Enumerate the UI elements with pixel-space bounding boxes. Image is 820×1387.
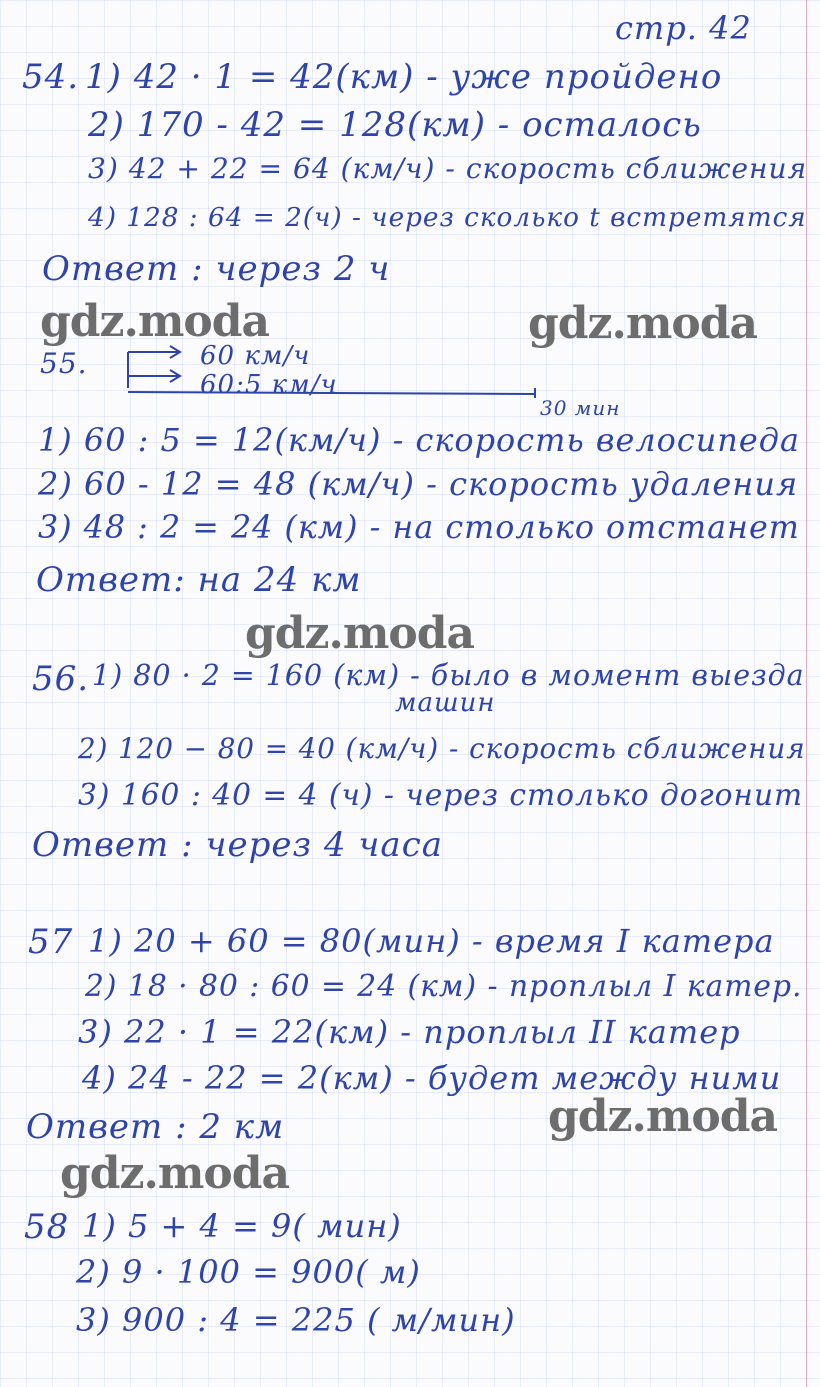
problem-55-answer: Ответ: на 24 км xyxy=(36,560,362,600)
problem-55-step-3: 3) 48 : 2 = 24 (км) - на столько отстанет xyxy=(38,510,800,546)
watermark: gdz.moda xyxy=(548,1091,778,1142)
problem-56-number: 56. xyxy=(32,659,90,699)
watermark: gdz.moda xyxy=(60,1148,290,1199)
problem-54-answer: Ответ : через 2 ч xyxy=(42,249,391,289)
problem-57-step-3: 3) 22 · 1 = 22(км) - проплыл II катер xyxy=(78,1013,741,1051)
page-label: стр. 42 xyxy=(615,9,752,47)
problem-54-number: 54. xyxy=(22,57,80,97)
problem-56-step-3: 3) 160 : 40 = 4 (ч) - через столько догонит xyxy=(78,777,804,812)
problem-58-step-1: 1) 5 + 4 = 9( мин) xyxy=(82,1207,402,1245)
scheme-upper-label: 60 км/ч xyxy=(200,341,311,371)
problem-54-step-3: 3) 42 + 22 = 64 (км/ч) - скорость сближения xyxy=(88,152,808,185)
problem-57-step-1: 1) 20 + 60 = 80(мин) - время I катера xyxy=(88,922,775,960)
watermark: gdz.moda xyxy=(245,608,475,659)
watermark: gdz.moda xyxy=(40,296,270,347)
scheme-lower-label: 60:5 км/ч xyxy=(200,370,338,400)
problem-58-step-3: 3) 900 : 4 = 225 ( м/мин) xyxy=(76,1301,516,1339)
watermark: gdz.moda xyxy=(528,298,758,349)
scheme-time-label: 30 мин xyxy=(540,396,621,420)
problem-54-step-2: 2) 170 - 42 = 128(км) - осталось xyxy=(88,105,702,145)
problem-57-step-2: 2) 18 · 80 : 60 = 24 (км) - проплыл I катер. xyxy=(85,969,803,1004)
problem-56-step-1: 1) 80 · 2 = 160 (км) - было в момент выезда xyxy=(92,659,805,692)
problem-57-step-4: 4) 24 - 22 = 2(км) - будет между ними xyxy=(82,1059,782,1097)
problem-58-step-2: 2) 9 · 100 = 900( м) xyxy=(76,1253,421,1291)
problem-55-number: 55. xyxy=(40,347,88,380)
problem-54-step-1: 1) 42 · 1 = 42(км) - уже пройдено xyxy=(85,57,723,97)
problem-57-answer: Ответ : 2 км xyxy=(26,1107,285,1147)
problem-57-number: 57 xyxy=(28,922,74,962)
problem-56-step-2: 2) 120 − 80 = 40 (км/ч) - скорость сближения xyxy=(78,732,806,765)
problem-55-step-1: 1) 60 : 5 = 12(км/ч) - скорость велосипеда xyxy=(38,421,800,459)
problem-54-step-4: 4) 128 : 64 = 2(ч) - через сколько t встретятся xyxy=(88,203,807,233)
problem-56-answer: Ответ : через 4 часа xyxy=(32,825,444,865)
problem-55-step-2: 2) 60 - 12 = 48 (км/ч) - скорость удаления xyxy=(38,465,799,503)
problem-58-number: 58 xyxy=(24,1207,70,1247)
problem-56-step-1-cont: машин xyxy=(395,688,496,718)
